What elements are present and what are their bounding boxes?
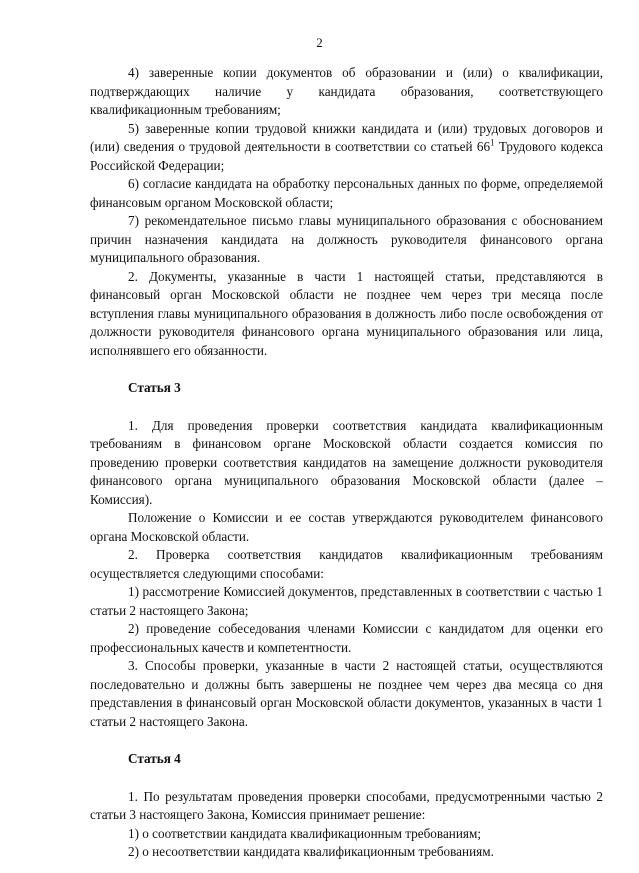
article-4-paragraph: 2) о несоответствии кандидата квалификационным требованиям.	[128, 844, 494, 859]
article-3-paragraph: 3. Способы проверки, указанные в части 2 настоящей статьи, осуществляются последовательно и должны быть завершены не позднее чем через два месяца со дня представления в финансовый орган Московской области документов, указанных в части 1 статьи 2 настоящего Закона.	[90, 658, 603, 729]
paragraph-item-5	[90, 120, 603, 176]
paragraph-item-5-text: 5) заверенные копии трудовой книжки кандидата и (или) трудовых договоров и (или) сведения о трудовой деятельности в соответствии со статьей 66	[90, 120, 603, 154]
superscript: 1	[490, 137, 495, 148]
article-3-paragraph: 1. Для проведения проверки соответствия кандидата квалификационным требованиям в финансовом органе Московской области создается комиссия по проведению проверки соответствия кандидатов на замещение должности руководителя финансового органа муниципального образования Московской области (далее – Комиссия).	[90, 417, 603, 507]
article-3-paragraph: 2. Проверка соответствия кандидатов квалификационным требованиям осуществляется следующими способами:	[90, 547, 603, 581]
article-3-paragraph: 1) рассмотрение Комиссией документов, представленных в соответствии с частью 1 статьи 2 настоящего Закона;	[90, 584, 603, 618]
article-4-heading: Статья 4	[128, 751, 181, 766]
article-3-paragraph: Положение о Комиссии и ее состав утверждаются руководителем финансового органа Московской области.	[90, 510, 603, 544]
article-4-paragraph: 1. По результатам проведения проверки способами, предусмотренными частью 2 статьи 3 настоящего Закона, Комиссия принимает решение:	[90, 788, 603, 822]
article-3-heading: Статья 3	[128, 380, 181, 395]
document-body	[90, 64, 603, 862]
article-3-body	[90, 417, 603, 732]
article-4-body	[90, 788, 603, 862]
article-4-paragraph: 1) о соответствии кандидата квалификационным требованиям;	[128, 825, 481, 841]
paragraph-item-4: 4) заверенные копии документов об образовании и (или) о квалификации, подтверждающих наличие у кандидата образования, соответствующего квалификационным требованиям;	[90, 65, 603, 117]
page-number: 2	[316, 35, 323, 50]
paragraph-item-7: 7) рекомендательное письмо главы муниципального образования с обоснованием причин назначения кандидата на должность руководителя финансового органа муниципального образования.	[90, 213, 603, 265]
paragraph-item-5-tail: Трудового кодекса Российской Федерации;	[90, 139, 604, 173]
paragraph-part-2: 2. Документы, указанные в части 1 настоящей статьи, представляются в финансовый орган Московской области не позднее чем через три месяца после вступления главы муниципального образования в должность либо после освобождения от должности руководителя финансового органа муниципального образования или лица, исполнявшего его обязанности.	[90, 268, 603, 358]
paragraph-item-6: 6) согласие кандидата на обработку персональных данных по форме, определяемой финансовым органом Московской области;	[90, 176, 603, 210]
article-3-paragraph: 2) проведение собеседования членами Комиссии с кандидатом для оценки его профессиональных качеств и компетентности.	[90, 621, 603, 655]
